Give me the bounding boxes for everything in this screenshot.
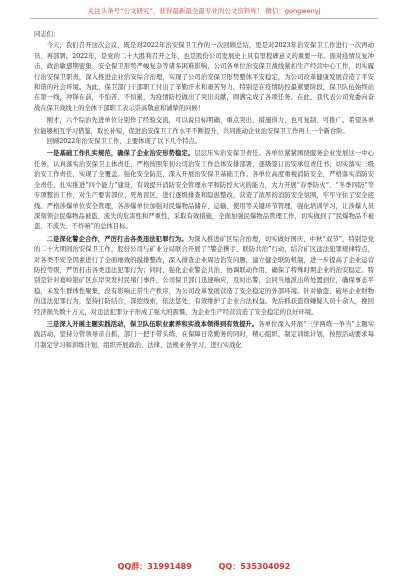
top-banner: 关注头条号“公文研究”，获得最新最全最专业的公文资料库！ 微信：gongwenyj (30, 6, 378, 19)
paragraph-list (34, 41, 374, 351)
footer (0, 561, 408, 572)
body-paragraph (34, 41, 374, 114)
body-paragraph (34, 137, 374, 147)
paragraph-heading: 三是深入开展主题实践活动，保卫队伍职业素养和实战本领得到有效提升。 (46, 320, 259, 328)
paragraph-heading: 一是基础工作扎实规范，确保了企业治安形势稳定。 (46, 150, 195, 158)
paragraph-heading: 二是深化警企合作，严厉打击各类违法犯罪行为。 (46, 235, 188, 243)
paragraph-text: 今天，我们召开这次会议，既是对2022年治安保卫工作的一次回顾总结，更是对2023年治安保卫工作进行一次再动员、再部署。2022年，是党的二十大胜利召开之年，也是股份公司发展史上具有里程碑意义的重要一年。面对疫情反复冲击、政治敏感期密集、安全保卫形势严峻复杂等诸多困难影响，公司各单位治安保卫战线紧扣生产经营中心工作，切实履行治安保卫职责，深入推进企业治安综合治理，实现了公司治安保卫形势整体平安稳定，为公司改革健康发展营造了平安和谐的社会环境。为此，保卫部门干部职工付出了辛勤汗水和艰苦努力，特别是在疫情防控最紧要阶段，保卫队伍始终站在第一线，冲锋在前，不怕苦、不怕累，为疫情防控做出了突出贡献，圆满完成了各项任务。在此，我代表公司党委向奋战在保卫战线上的全体干部职工表示崇高敬意和诚挚的问候！ (34, 42, 374, 112)
body-paragraph (34, 320, 374, 351)
body-paragraph (34, 235, 374, 318)
paragraph-text: 回顾2022年治安保卫工作，主要体现了以下几个特点。 (46, 138, 202, 146)
document-body (34, 30, 374, 351)
paragraph-text: 层层压实治安保卫责任。各单位紧紧围绕服务企业发展这一中心任务，认真落实治安保卫主体责任，严格按照年初公司治安工作总体安排部署，逐级签订治安承包责任书，切实落实三级治安工作责任，实现了全覆盖。强化安全防范，深入开展治安保卫基础工作。各单位高度重视消防安全，严格落实消防安全责任，扎实推进“四个能力”建设，有效提升消防安全管理水平和防控火灾的能力，大力开展“春季防火”、“冬季四防”等专项整治工作，对生产要害部位、死角盲区，进行逐级排查和隐患整改，营造了浓厚的消防安全氛围，牢牢守住了安全底线。严格涉爆单位安全管理，各涉爆单位加强对民爆物品储存、运输、使用等关键环节管理，强化培训学习，让涉爆人员深刻领会民爆物品被盗、流失的危害性和严重性，采取有效措施，全面加强民爆物品管理工作，切实做到了“民爆物品不被盗、不流失、不炸响”的总体目标。 (34, 150, 375, 231)
paragraph-text: 刚才，六个综治先进单位分别作了经验交流，可以说目标明确、重点突出、措施得力，也可复制、可推广。希望各单位能够相互学习借鉴，取长补短，促进治安保卫工作水平不断提升，共同推动企业治安保卫工作再上一个新台阶。 (34, 117, 374, 135)
footer-qq-group: QQ群：31991489 (117, 562, 192, 571)
body-paragraph (34, 149, 374, 232)
footer-qq: QQ：535304092 (218, 562, 291, 571)
body-paragraph (34, 116, 374, 137)
paragraph-text: 为深入推进矿区综合治理，切实做好国庆、中秋“双节”，特别是党的二十大期间治安保卫工作，股份公司与矿业分局联合开展了“警企携手、联防共治”行动，结合矿区违法犯罪规律特点，对各类不安全因素进行了全面细致的摸排整改，深入排查企业周边治安问题，建立健全联防机制，进一步提高了企业运营防控等级，严厉打击各类违法犯罪行为；同时，强化企业警企共治、协调联动作用，确保了特殊时期企业的治安稳定。特别是针对葛岭银矿区东岸突发村民堵门事件，公司保卫部门迅速响应，及时出警，会同当地派出所处置到位，确保事态平稳，未发生群体性聚集，没有影响正常生产秩序，为公司改革发展营造了安全稳定的外部环境。针对偷盗、破坏企业财物的违法犯罪行为，坚持打防结合，深挖线索，依法惩处，有效维护了企业合法权益。先后抓获盗窃嫌疑人员十余人，挽回经济损失数十万元，对违法犯罪分子形成了强大的震慑，为企业生产经营营造了安全稳定的良好环境。 (34, 235, 374, 316)
greeting: 同志们： (34, 31, 60, 38)
paragraph-text: 各单位深入开展“三学两练一争当”主题实践活动，坚持分管领导亲自抓，部门一把手带头练，在保障日常勤务的同时，精心组织、制定训练计划，按照活动要求每月制定学习和训练计划，组织开展政治、法律、法规业务学习，进行实战化 (34, 320, 374, 349)
